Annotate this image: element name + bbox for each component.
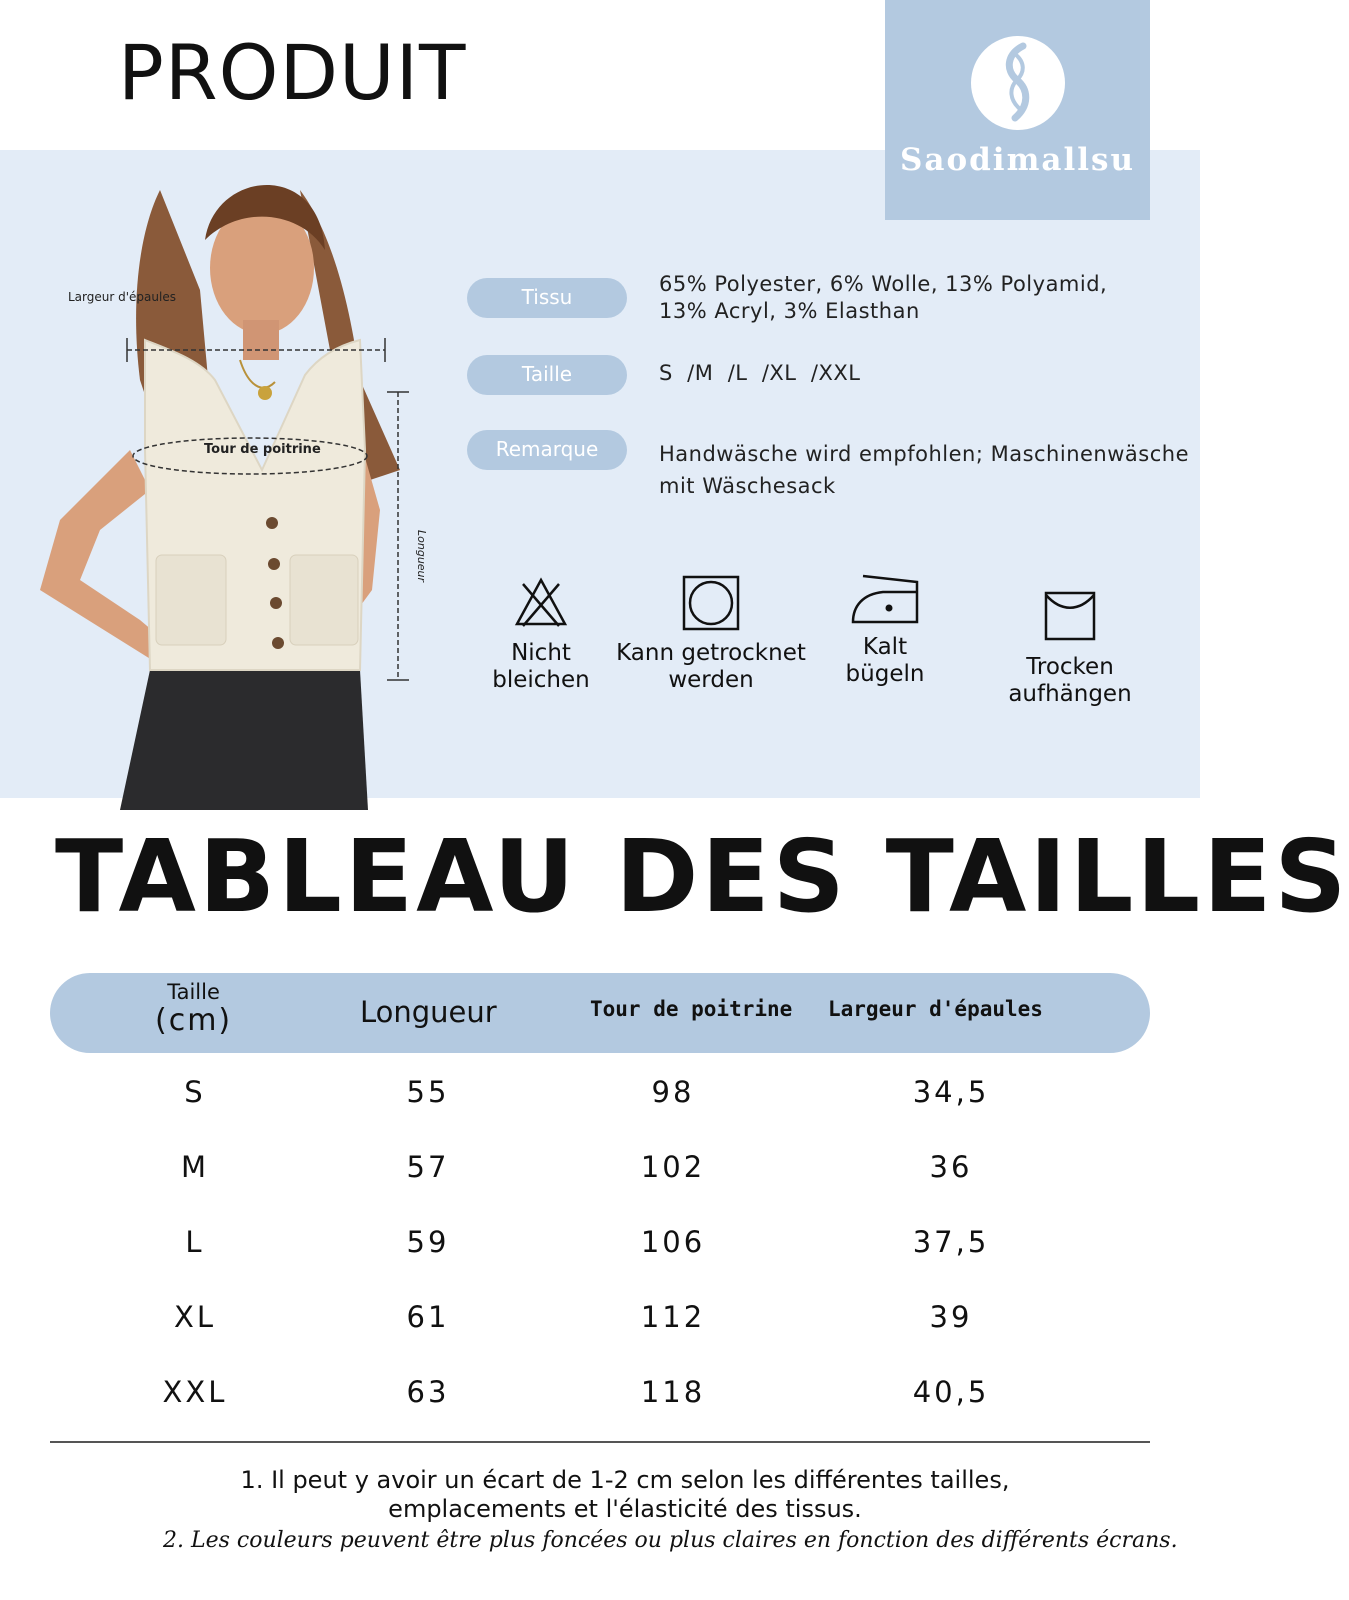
bust-cell: 98 bbox=[651, 1075, 695, 1109]
header-size: Taille (cm) bbox=[155, 980, 233, 1038]
iron-low-icon bbox=[849, 570, 921, 628]
length-cell: 57 bbox=[406, 1150, 450, 1184]
tumble-dry-icon bbox=[681, 574, 741, 632]
size-cell: XL bbox=[173, 1300, 217, 1334]
note-color-variation: 2. Les couleurs peuvent être plus foncées ou plus claires en fonction des différents écrans. bbox=[163, 1528, 1178, 1553]
care-tumble-dry bbox=[606, 574, 816, 694]
header-length: Longueur bbox=[360, 995, 497, 1029]
note-measurement-tolerance: 1. Il peut y avoir un écart de 1-2 cm selon les différentes tailles, emplacements et l'élasticité des tissus. bbox=[240, 1466, 1010, 1523]
size-cell: S bbox=[184, 1075, 206, 1109]
bust-cell: 118 bbox=[640, 1375, 706, 1409]
spec-fabric-value: 65% Polyester, 6% Wolle, 13% Polyamid, 13% Acryl, 3% Elasthan bbox=[659, 272, 1108, 323]
brand-emblem-icon bbox=[971, 36, 1065, 130]
care-iron-low-label: Kalt bügeln bbox=[845, 634, 925, 687]
size-table-header bbox=[50, 973, 1150, 1053]
care-iron-low bbox=[820, 570, 950, 688]
header-shoulder: Largeur d'épaules bbox=[828, 997, 1043, 1021]
divider bbox=[50, 1441, 1150, 1443]
size-chart-title: TABLEAU DES TAILLES bbox=[55, 818, 1349, 935]
spec-note-pill: Remarque bbox=[467, 430, 627, 470]
size-cell: L bbox=[185, 1225, 205, 1259]
care-line-dry bbox=[990, 590, 1150, 708]
length-cell: 63 bbox=[406, 1375, 450, 1409]
page-title: PRODUIT bbox=[118, 28, 467, 117]
brand-logo bbox=[885, 0, 1150, 220]
shoulder-cell: 34,5 bbox=[912, 1075, 990, 1109]
table-row bbox=[50, 1057, 1150, 1132]
spec-size-pill: Taille bbox=[467, 355, 627, 395]
shoulder-cell: 39 bbox=[929, 1300, 973, 1334]
bust-cell: 102 bbox=[640, 1150, 706, 1184]
brand-name: Saodimallsu bbox=[899, 142, 1136, 178]
bust-label: Tour de poitrine bbox=[204, 442, 321, 457]
size-cell: XXL bbox=[162, 1375, 228, 1409]
spec-note-value: Handwäsche wird empfohlen; Maschinenwäsche mit Wäschesack bbox=[659, 442, 1190, 498]
size-cell: M bbox=[180, 1150, 210, 1184]
care-no-bleach bbox=[471, 574, 611, 694]
care-tumble-dry-label: Kann getrocknet werden bbox=[616, 640, 806, 693]
length-cell: 55 bbox=[406, 1075, 450, 1109]
header-bust: Tour de poitrine bbox=[590, 997, 793, 1021]
care-no-bleach-label: Nicht bleichen bbox=[492, 640, 590, 693]
bust-cell: 112 bbox=[640, 1300, 706, 1334]
table-row bbox=[50, 1207, 1150, 1282]
length-cell: 59 bbox=[406, 1225, 450, 1259]
table-row bbox=[50, 1282, 1150, 1357]
line-dry-icon bbox=[1043, 590, 1097, 642]
no-bleach-icon bbox=[511, 574, 571, 632]
shoulder-cell: 40,5 bbox=[912, 1375, 990, 1409]
bust-cell: 106 bbox=[640, 1225, 706, 1259]
shoulder-cell: 36 bbox=[929, 1150, 973, 1184]
spec-size-value: S /M /L /XL /XXL bbox=[659, 361, 861, 385]
shoulder-width-label: Largeur d'épaules bbox=[68, 290, 176, 304]
size-table-body bbox=[50, 1057, 1150, 1432]
table-row bbox=[50, 1357, 1150, 1432]
model-illustration bbox=[0, 150, 440, 798]
care-line-dry-label: Trocken aufhängen bbox=[1008, 654, 1132, 707]
spec-fabric-pill: Tissu bbox=[467, 278, 627, 318]
length-label: Longueur bbox=[415, 530, 428, 583]
shoulder-cell: 37,5 bbox=[912, 1225, 990, 1259]
table-row bbox=[50, 1132, 1150, 1207]
product-info-section bbox=[0, 150, 1200, 798]
length-cell: 61 bbox=[406, 1300, 450, 1334]
